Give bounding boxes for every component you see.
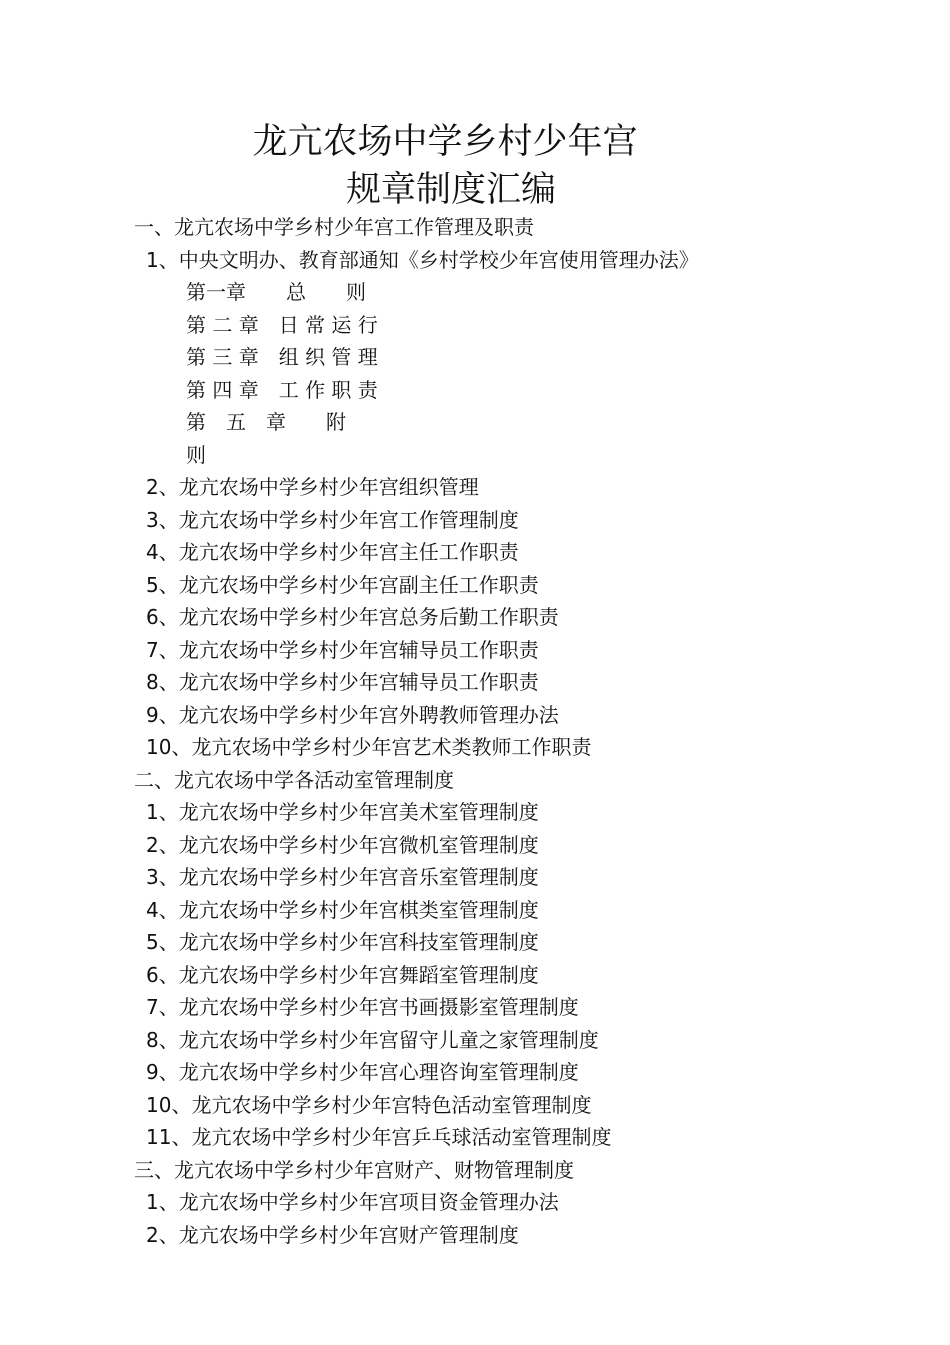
list-item: 4、龙亢农场中学乡村少年宫棋类室管理制度: [146, 897, 539, 922]
chapter-item-tail: 则: [186, 442, 206, 467]
section-heading-3: 三、龙亢农场中学乡村少年宫财产、财物管理制度: [134, 1157, 574, 1182]
list-item: 10、龙亢农场中学乡村少年宫特色活动室管理制度: [146, 1092, 592, 1117]
list-item: 6、龙亢农场中学乡村少年宫总务后勤工作职责: [146, 605, 559, 629]
list-item: 1、中央文明办、教育部通知《乡村学校少年宫使用管理办法》: [146, 247, 699, 272]
chapter-item: 第 三 章 组 织 管 理: [186, 345, 378, 369]
list-item: 5、龙亢农场中学乡村少年宫科技室管理制度: [146, 930, 539, 954]
document-title: 龙亢农场中学乡村少年宫: [252, 122, 638, 162]
chapter-item: 第一章 总 则: [186, 280, 366, 304]
list-item: 2、龙亢农场中学乡村少年宫组织管理: [146, 475, 479, 499]
list-item: 4、龙亢农场中学乡村少年宫主任工作职责: [146, 540, 519, 564]
list-item: 9、龙亢农场中学乡村少年宫外聘教师管理办法: [146, 702, 559, 727]
list-item: 2、龙亢农场中学乡村少年宫财产管理制度: [146, 1222, 519, 1247]
list-item: 3、龙亢农场中学乡村少年宫音乐室管理制度: [146, 865, 539, 889]
chapter-item: 第 五 章 附: [186, 410, 346, 434]
list-item: 10、龙亢农场中学乡村少年宫艺术类教师工作职责: [146, 735, 592, 759]
list-item: 1、龙亢农场中学乡村少年宫美术室管理制度: [146, 800, 539, 824]
list-item: 11、龙亢农场中学乡村少年宫乒乓球活动室管理制度: [146, 1125, 612, 1149]
section-heading-1: 一、龙亢农场中学乡村少年宫工作管理及职责: [134, 215, 534, 239]
chapter-item: 第 二 章 日 常 运 行: [186, 312, 378, 337]
list-item: 8、龙亢农场中学乡村少年宫辅导员工作职责: [146, 670, 539, 694]
list-item: 2、龙亢农场中学乡村少年宫微机室管理制度: [146, 832, 539, 857]
document-subtitle: 规章制度汇编: [345, 170, 556, 210]
list-item: 5、龙亢农场中学乡村少年宫副主任工作职责: [146, 572, 539, 597]
list-item: 3、龙亢农场中学乡村少年宫工作管理制度: [146, 507, 519, 532]
list-item: 8、龙亢农场中学乡村少年宫留守儿童之家管理制度: [146, 1027, 599, 1052]
list-item: 7、龙亢农场中学乡村少年宫辅导员工作职责: [146, 637, 539, 662]
list-item: 7、龙亢农场中学乡村少年宫书画摄影室管理制度: [146, 995, 579, 1019]
list-item: 9、龙亢农场中学乡村少年宫心理咨询室管理制度: [146, 1060, 579, 1084]
chapter-item: 第 四 章 工 作 职 责: [186, 377, 378, 402]
section-heading-2: 二、龙亢农场中学各活动室管理制度: [134, 767, 454, 792]
list-item: 6、龙亢农场中学乡村少年宫舞蹈室管理制度: [146, 962, 539, 987]
table-of-contents: [0, 211, 950, 1251]
list-item: 1、龙亢农场中学乡村少年宫项目资金管理办法: [146, 1190, 559, 1214]
